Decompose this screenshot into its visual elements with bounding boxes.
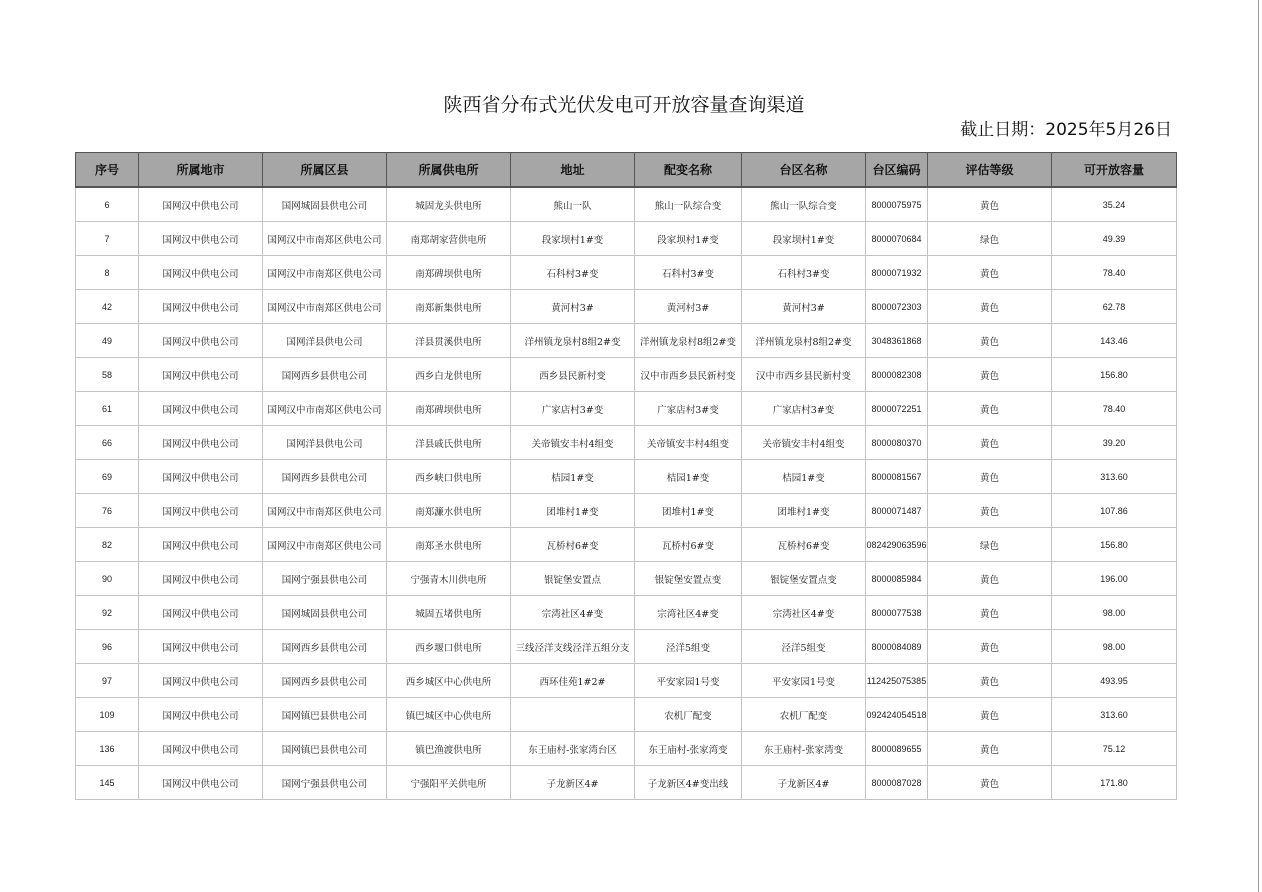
cell-col-capacity: 49.39 bbox=[1052, 222, 1177, 256]
cell-col-transformer: 瓦桥村6#变 bbox=[635, 528, 742, 562]
cell-col-address bbox=[511, 698, 635, 732]
cell-col-capacity: 78.40 bbox=[1052, 392, 1177, 426]
table-row bbox=[76, 732, 1177, 766]
cell-col-district: 国网宁强县供电公司 bbox=[263, 766, 387, 800]
cell-col-city: 国网汉中供电公司 bbox=[139, 596, 263, 630]
cell-col-capacity: 98.00 bbox=[1052, 596, 1177, 630]
cell-col-district: 国网汉中市南郑区供电公司 bbox=[263, 528, 387, 562]
cell-col-capacity: 75.12 bbox=[1052, 732, 1177, 766]
cell-col-transformer: 团堆村1#变 bbox=[635, 494, 742, 528]
cell-col-district: 国网宁强县供电公司 bbox=[263, 562, 387, 596]
capacity-table bbox=[75, 152, 1177, 800]
cell-col-rating: 黄色 bbox=[928, 392, 1052, 426]
cell-col-area-name: 汉中市西乡县民新村变 bbox=[742, 358, 866, 392]
cell-col-area-code: 8000084089 bbox=[866, 630, 928, 664]
header-col-capacity: 可开放容量 bbox=[1052, 153, 1177, 188]
table-row bbox=[76, 187, 1177, 222]
cell-col-rating: 黄色 bbox=[928, 324, 1052, 358]
cell-col-city: 国网汉中供电公司 bbox=[139, 766, 263, 800]
cell-col-serial: 96 bbox=[76, 630, 139, 664]
cell-col-district: 国网汉中市南郑区供电公司 bbox=[263, 256, 387, 290]
cell-col-area-code: 8000071932 bbox=[866, 256, 928, 290]
cell-col-area-code: 8000072303 bbox=[866, 290, 928, 324]
cell-col-area-code: 112425075385 bbox=[866, 664, 928, 698]
cell-col-serial: 90 bbox=[76, 562, 139, 596]
cell-col-district: 国网城固县供电公司 bbox=[263, 596, 387, 630]
cell-col-district: 国网镇巴县供电公司 bbox=[263, 698, 387, 732]
header-col-station: 所属供电所 bbox=[387, 153, 511, 188]
table-row bbox=[76, 630, 1177, 664]
table-row bbox=[76, 562, 1177, 596]
cell-col-district: 国网镇巴县供电公司 bbox=[263, 732, 387, 766]
cell-col-transformer: 熊山一队综合变 bbox=[635, 187, 742, 222]
cell-col-station: 城固龙头供电所 bbox=[387, 187, 511, 222]
table-row bbox=[76, 392, 1177, 426]
table-row bbox=[76, 596, 1177, 630]
cell-col-city: 国网汉中供电公司 bbox=[139, 358, 263, 392]
cell-col-city: 国网汉中供电公司 bbox=[139, 698, 263, 732]
table-row bbox=[76, 358, 1177, 392]
cell-col-address: 银锭堡安置点 bbox=[511, 562, 635, 596]
cell-col-address: 子龙新区4# bbox=[511, 766, 635, 800]
cell-col-address: 三线泾洋支线泾洋五组分支 bbox=[511, 630, 635, 664]
cell-col-address: 黄河村3# bbox=[511, 290, 635, 324]
cell-col-transformer: 洋州镇龙泉村8组2#变 bbox=[635, 324, 742, 358]
cell-col-station: 南郑碑坝供电所 bbox=[387, 392, 511, 426]
cell-col-transformer: 子龙新区4#变出线 bbox=[635, 766, 742, 800]
table-row bbox=[76, 494, 1177, 528]
cell-col-area-code: 8000087028 bbox=[866, 766, 928, 800]
cell-col-rating: 黄色 bbox=[928, 698, 1052, 732]
cell-col-area-code: 8000077538 bbox=[866, 596, 928, 630]
header-col-area-name: 台区名称 bbox=[742, 153, 866, 188]
cell-col-transformer: 宗湾社区4#变 bbox=[635, 596, 742, 630]
cell-col-station: 南郑濂水供电所 bbox=[387, 494, 511, 528]
cell-col-rating: 黄色 bbox=[928, 460, 1052, 494]
cell-col-rating: 黄色 bbox=[928, 426, 1052, 460]
header-col-serial: 序号 bbox=[76, 153, 139, 188]
cell-col-district: 国网城固县供电公司 bbox=[263, 187, 387, 222]
cell-col-address: 洋州镇龙泉村8组2#变 bbox=[511, 324, 635, 358]
cell-col-city: 国网汉中供电公司 bbox=[139, 426, 263, 460]
cell-col-transformer: 桔园1#变 bbox=[635, 460, 742, 494]
cell-col-capacity: 143.46 bbox=[1052, 324, 1177, 358]
cell-col-district: 国网洋县供电公司 bbox=[263, 426, 387, 460]
cell-col-area-code: 3048361868 bbox=[866, 324, 928, 358]
table-row bbox=[76, 664, 1177, 698]
cell-col-area-code: 8000071487 bbox=[866, 494, 928, 528]
cell-col-address: 东王庙村-张家湾台区 bbox=[511, 732, 635, 766]
cell-col-area-name: 洋州镇龙泉村8组2#变 bbox=[742, 324, 866, 358]
cell-col-city: 国网汉中供电公司 bbox=[139, 187, 263, 222]
table-row bbox=[76, 222, 1177, 256]
table-row bbox=[76, 766, 1177, 800]
header-col-rating: 评估等级 bbox=[928, 153, 1052, 188]
cell-col-rating: 黄色 bbox=[928, 358, 1052, 392]
cell-col-station: 南郑圣水供电所 bbox=[387, 528, 511, 562]
cell-col-transformer: 东王庙村-张家湾变 bbox=[635, 732, 742, 766]
cell-col-station: 镇巴渔渡供电所 bbox=[387, 732, 511, 766]
cell-col-station: 西乡白龙供电所 bbox=[387, 358, 511, 392]
cell-col-capacity: 98.00 bbox=[1052, 630, 1177, 664]
table-row bbox=[76, 698, 1177, 732]
cell-col-capacity: 35.24 bbox=[1052, 187, 1177, 222]
header-row bbox=[76, 153, 1177, 188]
cell-col-area-name: 桔园1#变 bbox=[742, 460, 866, 494]
cell-col-address: 宗湾社区4#变 bbox=[511, 596, 635, 630]
cell-col-station: 洋县贯溪供电所 bbox=[387, 324, 511, 358]
cell-col-city: 国网汉中供电公司 bbox=[139, 290, 263, 324]
cell-col-station: 南郑新集供电所 bbox=[387, 290, 511, 324]
cell-col-station: 西乡城区中心供电所 bbox=[387, 664, 511, 698]
cell-col-area-code: 8000082308 bbox=[866, 358, 928, 392]
cell-col-district: 国网洋县供电公司 bbox=[263, 324, 387, 358]
header-col-transformer: 配变名称 bbox=[635, 153, 742, 188]
cutoff-date: 截止日期：2025年5月26日 bbox=[960, 120, 1172, 140]
cell-col-serial: 76 bbox=[76, 494, 139, 528]
cell-col-serial: 136 bbox=[76, 732, 139, 766]
cell-col-rating: 黄色 bbox=[928, 290, 1052, 324]
cell-col-address: 石科村3#变 bbox=[511, 256, 635, 290]
cell-col-serial: 61 bbox=[76, 392, 139, 426]
cell-col-city: 国网汉中供电公司 bbox=[139, 562, 263, 596]
cell-col-area-name: 农机厂配变 bbox=[742, 698, 866, 732]
cell-col-serial: 6 bbox=[76, 187, 139, 222]
cell-col-transformer: 平安家园1号变 bbox=[635, 664, 742, 698]
cell-col-rating: 黄色 bbox=[928, 596, 1052, 630]
cell-col-city: 国网汉中供电公司 bbox=[139, 256, 263, 290]
cell-col-area-code: 8000081567 bbox=[866, 460, 928, 494]
cell-col-city: 国网汉中供电公司 bbox=[139, 222, 263, 256]
cell-col-city: 国网汉中供电公司 bbox=[139, 460, 263, 494]
cell-col-area-name: 子龙新区4# bbox=[742, 766, 866, 800]
cell-col-rating: 绿色 bbox=[928, 528, 1052, 562]
document-title: 陕西省分布式光伏发电可开放容量查询渠道 bbox=[443, 94, 805, 116]
cell-col-serial: 8 bbox=[76, 256, 139, 290]
cell-col-capacity: 196.00 bbox=[1052, 562, 1177, 596]
header-col-city: 所属地市 bbox=[139, 153, 263, 188]
cell-col-station: 洋县戚氏供电所 bbox=[387, 426, 511, 460]
cell-col-area-name: 熊山一队综合变 bbox=[742, 187, 866, 222]
cell-col-serial: 66 bbox=[76, 426, 139, 460]
cell-col-area-name: 平安家园1号变 bbox=[742, 664, 866, 698]
cell-col-area-name: 泾洋5组变 bbox=[742, 630, 866, 664]
cell-col-address: 广家店村3#变 bbox=[511, 392, 635, 426]
table-row bbox=[76, 290, 1177, 324]
cell-col-transformer: 黄河村3# bbox=[635, 290, 742, 324]
cell-col-transformer: 广家店村3#变 bbox=[635, 392, 742, 426]
cell-col-address: 瓦桥村6#变 bbox=[511, 528, 635, 562]
cell-col-city: 国网汉中供电公司 bbox=[139, 528, 263, 562]
cell-col-station: 南郑碑坝供电所 bbox=[387, 256, 511, 290]
table-header bbox=[76, 153, 1177, 188]
cell-col-area-name: 黄河村3# bbox=[742, 290, 866, 324]
cell-col-address: 西环佳苑1#2# bbox=[511, 664, 635, 698]
header-col-district: 所属区县 bbox=[263, 153, 387, 188]
cell-col-serial: 7 bbox=[76, 222, 139, 256]
cell-col-address: 熊山一队 bbox=[511, 187, 635, 222]
cell-col-area-code: 8000085984 bbox=[866, 562, 928, 596]
cell-col-station: 南郑胡家营供电所 bbox=[387, 222, 511, 256]
cell-col-serial: 69 bbox=[76, 460, 139, 494]
cell-col-area-code: 8000070684 bbox=[866, 222, 928, 256]
header-col-area-code: 台区编码 bbox=[866, 153, 928, 188]
cell-col-station: 镇巴城区中心供电所 bbox=[387, 698, 511, 732]
cell-col-city: 国网汉中供电公司 bbox=[139, 392, 263, 426]
cell-col-serial: 97 bbox=[76, 664, 139, 698]
cell-col-rating: 绿色 bbox=[928, 222, 1052, 256]
cell-col-capacity: 313.60 bbox=[1052, 698, 1177, 732]
cell-col-capacity: 313.60 bbox=[1052, 460, 1177, 494]
cell-col-city: 国网汉中供电公司 bbox=[139, 630, 263, 664]
cell-col-area-name: 瓦桥村6#变 bbox=[742, 528, 866, 562]
cell-col-area-code: 8000072251 bbox=[866, 392, 928, 426]
page-edge-line bbox=[1258, 0, 1259, 892]
cell-col-station: 西乡峡口供电所 bbox=[387, 460, 511, 494]
cell-col-district: 国网西乡县供电公司 bbox=[263, 358, 387, 392]
cell-col-station: 城固五堵供电所 bbox=[387, 596, 511, 630]
cell-col-serial: 145 bbox=[76, 766, 139, 800]
cell-col-serial: 92 bbox=[76, 596, 139, 630]
cell-col-area-name: 关帝镇安丰村4组变 bbox=[742, 426, 866, 460]
cell-col-capacity: 171.80 bbox=[1052, 766, 1177, 800]
cell-col-area-code: 8000089655 bbox=[866, 732, 928, 766]
cell-col-district: 国网西乡县供电公司 bbox=[263, 460, 387, 494]
cell-col-area-name: 石科村3#变 bbox=[742, 256, 866, 290]
table-row bbox=[76, 528, 1177, 562]
cell-col-capacity: 493.95 bbox=[1052, 664, 1177, 698]
cell-col-capacity: 156.80 bbox=[1052, 358, 1177, 392]
cell-col-city: 国网汉中供电公司 bbox=[139, 664, 263, 698]
cell-col-serial: 42 bbox=[76, 290, 139, 324]
cell-col-address: 桔园1#变 bbox=[511, 460, 635, 494]
table-row bbox=[76, 426, 1177, 460]
cell-col-transformer: 段家坝村1#变 bbox=[635, 222, 742, 256]
cell-col-address: 团堆村1#变 bbox=[511, 494, 635, 528]
header-col-address: 地址 bbox=[511, 153, 635, 188]
cell-col-rating: 黄色 bbox=[928, 562, 1052, 596]
cell-col-area-code: 8000080370 bbox=[866, 426, 928, 460]
cell-col-area-name: 团堆村1#变 bbox=[742, 494, 866, 528]
cell-col-district: 国网西乡县供电公司 bbox=[263, 664, 387, 698]
cell-col-rating: 黄色 bbox=[928, 187, 1052, 222]
cell-col-area-code: 8000075975 bbox=[866, 187, 928, 222]
cell-col-city: 国网汉中供电公司 bbox=[139, 732, 263, 766]
cell-col-area-name: 宗湾社区4#变 bbox=[742, 596, 866, 630]
cell-col-rating: 黄色 bbox=[928, 256, 1052, 290]
cell-col-rating: 黄色 bbox=[928, 630, 1052, 664]
cell-col-rating: 黄色 bbox=[928, 766, 1052, 800]
cell-col-district: 国网西乡县供电公司 bbox=[263, 630, 387, 664]
cell-col-transformer: 泾洋5组变 bbox=[635, 630, 742, 664]
cell-col-transformer: 关帝镇安丰村4组变 bbox=[635, 426, 742, 460]
cell-col-district: 国网汉中市南郑区供电公司 bbox=[263, 222, 387, 256]
cell-col-district: 国网汉中市南郑区供电公司 bbox=[263, 392, 387, 426]
cell-col-city: 国网汉中供电公司 bbox=[139, 324, 263, 358]
cell-col-transformer: 银锭堡安置点变 bbox=[635, 562, 742, 596]
cell-col-address: 关帝镇安丰村4组变 bbox=[511, 426, 635, 460]
cell-col-capacity: 39.20 bbox=[1052, 426, 1177, 460]
cell-col-rating: 黄色 bbox=[928, 732, 1052, 766]
cell-col-serial: 109 bbox=[76, 698, 139, 732]
cell-col-serial: 82 bbox=[76, 528, 139, 562]
cell-col-address: 段家坝村1#变 bbox=[511, 222, 635, 256]
cell-col-area-name: 广家店村3#变 bbox=[742, 392, 866, 426]
cell-col-capacity: 107.86 bbox=[1052, 494, 1177, 528]
table-row bbox=[76, 460, 1177, 494]
table-body bbox=[76, 187, 1177, 800]
table-row bbox=[76, 256, 1177, 290]
cell-col-serial: 49 bbox=[76, 324, 139, 358]
cell-col-station: 宁强青木川供电所 bbox=[387, 562, 511, 596]
cell-col-city: 国网汉中供电公司 bbox=[139, 494, 263, 528]
cell-col-rating: 黄色 bbox=[928, 494, 1052, 528]
cell-col-area-name: 段家坝村1#变 bbox=[742, 222, 866, 256]
cell-col-area-code: 082429063596 bbox=[866, 528, 928, 562]
cell-col-area-name: 东王庙村-张家湾变 bbox=[742, 732, 866, 766]
cell-col-capacity: 78.40 bbox=[1052, 256, 1177, 290]
table-row bbox=[76, 324, 1177, 358]
cell-col-district: 国网汉中市南郑区供电公司 bbox=[263, 290, 387, 324]
cell-col-area-name: 银锭堡安置点变 bbox=[742, 562, 866, 596]
cell-col-transformer: 石科村3#变 bbox=[635, 256, 742, 290]
cell-col-capacity: 62.78 bbox=[1052, 290, 1177, 324]
cell-col-address: 西乡县民新村变 bbox=[511, 358, 635, 392]
cell-col-transformer: 农机厂配变 bbox=[635, 698, 742, 732]
cell-col-rating: 黄色 bbox=[928, 664, 1052, 698]
cell-col-serial: 58 bbox=[76, 358, 139, 392]
cell-col-district: 国网汉中市南郑区供电公司 bbox=[263, 494, 387, 528]
cell-col-area-code: 092424054518 bbox=[866, 698, 928, 732]
cell-col-station: 宁强阳平关供电所 bbox=[387, 766, 511, 800]
cell-col-capacity: 156.80 bbox=[1052, 528, 1177, 562]
cell-col-station: 西乡堰口供电所 bbox=[387, 630, 511, 664]
cell-col-transformer: 汉中市西乡县民新村变 bbox=[635, 358, 742, 392]
